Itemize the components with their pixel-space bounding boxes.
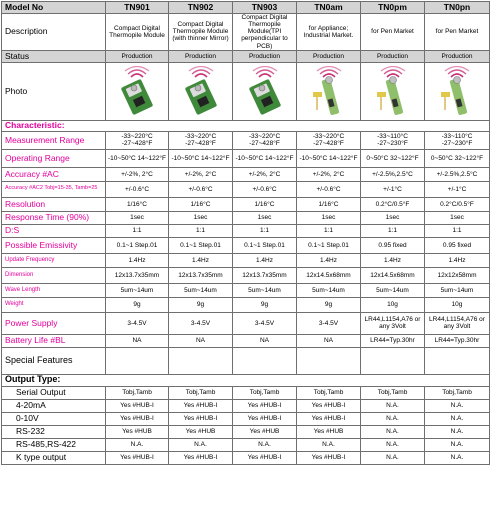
row-resolution [2,197,490,211]
value-cell: 3-4.5V [169,312,233,334]
row-ds [2,224,490,237]
row-update-freq [2,253,490,267]
value-cell: for Pen Market [425,14,490,51]
value-cell: 1:1 [106,224,169,237]
value-cell: N.A. [361,399,425,412]
value-cell: 1:1 [233,224,297,237]
value-cell: 5um~14um [361,283,425,297]
value-cell: Tobj,Tamb [169,386,233,399]
row-battery-life [2,334,490,347]
value-cell: Yes #HUB-I [297,399,361,412]
row-label: Resolution [2,197,106,211]
row-label: Update Frequency [2,253,106,267]
value-cell: N.A. [425,425,490,438]
value-cell: 1/16°C [297,197,361,211]
value-cell: 0.1~1 Step.01 [106,237,169,253]
value-cell: Yes #HUB-I [233,412,297,425]
spec-table-body [2,2,490,465]
empty-cell [233,347,297,374]
value-cell: 9g [106,297,169,312]
value-cell: +/-2%, 2°C [233,167,297,181]
value-cell: Production [169,50,233,62]
value-cell: 12x13.7x35mm [106,267,169,283]
value-cell: 12x14.5x68mm [361,267,425,283]
value-cell: -33~220°C -27~428°F [233,131,297,149]
value-cell: N.A. [425,399,490,412]
value-cell: Yes #HUB-I [169,412,233,425]
value-cell: 1:1 [361,224,425,237]
value-cell: 0.2°C/0.5°F [425,197,490,211]
value-cell: Yes #HUB [233,425,297,438]
value-cell: LR44=Typ.30hr [361,334,425,347]
value-cell: LR44,L1154,A76 or any 3Volt [425,312,490,334]
row-accuracy-ac [2,167,490,181]
value-cell: Production [106,50,169,62]
pen-sensor-image [299,66,359,116]
value-cell: LR44=Typ.30hr [425,334,490,347]
value-cell: Compact Digital Thermopile Module(TPI perpendicular to PCB) [233,14,297,51]
value-cell: 1.4Hz [361,253,425,267]
row-rs485 [2,438,490,451]
value-cell: -33~220°C -27~428°F [106,131,169,149]
value-cell: N.A. [361,412,425,425]
empty-cell [169,347,233,374]
value-cell: 5um~14um [106,283,169,297]
value-cell: Yes #HUB-I [233,399,297,412]
value-cell: N.A. [233,438,297,451]
empty-cell [297,347,361,374]
value-cell: NA [106,334,169,347]
empty-cell [106,347,169,374]
row-description [2,14,490,51]
value-cell: 12x13.7x35mm [233,267,297,283]
value-cell: 1:1 [425,224,490,237]
row-label: Dimension [2,267,106,283]
spec-table [1,1,490,465]
row-emissivity [2,237,490,253]
value-cell: +/-0.6°C [169,181,233,197]
value-cell: 9g [297,297,361,312]
value-cell: Yes #HUB-I [169,451,233,464]
value-cell: 0.1~1 Step.01 [169,237,233,253]
value-cell: 1sec [106,211,169,224]
row-label: Status [2,50,106,62]
value-cell: 12x12x58mm [425,267,490,283]
value-cell: 12x13.7x35mm [169,267,233,283]
row-wave-length [2,283,490,297]
value-cell: +/-2.5%,2.5°C [361,167,425,181]
value-cell: +/-0.6°C [233,181,297,197]
value-cell: Compact Digital Thermopile Module (with thinner Mirror) [169,14,233,51]
empty-cell [361,347,425,374]
row-special-features [2,347,490,374]
value-cell: 9g [169,297,233,312]
value-cell: 5um~14um [425,283,490,297]
value-cell: N.A. [361,451,425,464]
value-cell: 10g [425,297,490,312]
value-cell: 0.1~1 Step.01 [297,237,361,253]
row-label: K type output [2,451,106,464]
value-cell: N.A. [425,412,490,425]
row-label: Accuracy #AC2 Tobj=15-35, Tamb=25 [2,181,106,197]
pen-sensor-image [427,66,487,116]
value-cell: Tobj,Tamb [361,386,425,399]
value-cell: Tobj,Tamb [297,386,361,399]
row-output-type [2,374,490,386]
model-header: TN902 [169,2,233,14]
row-label: D:S [2,224,106,237]
photo-cell [425,62,490,120]
row-ktype [2,451,490,464]
value-cell: for Pen Market [361,14,425,51]
value-cell: -10~50°C 14~122°F [106,149,169,167]
value-cell: Yes #HUB [106,425,169,438]
value-cell: 1.4Hz [106,253,169,267]
row-label: Battery Life #BL [2,334,106,347]
row-label: Operating Range [2,149,106,167]
value-cell: 0.1~1 Step.01 [233,237,297,253]
value-cell: +/-1°C [361,181,425,197]
value-cell: 5um~14um [297,283,361,297]
row-label: Accuracy #AC [2,167,106,181]
value-cell: +/-1°C [425,181,490,197]
value-cell: Yes #HUB-I [169,399,233,412]
value-cell: Production [297,50,361,62]
row-label: Weight [2,297,106,312]
value-cell: 1sec [169,211,233,224]
value-cell: N.A. [361,425,425,438]
value-cell: Yes #HUB-I [297,412,361,425]
model-header: TN903 [233,2,297,14]
value-cell: N.A. [425,438,490,451]
value-cell: Yes #HUB-I [106,412,169,425]
row-label: Photo [2,62,106,120]
value-cell: LR44,L1154,A76 or any 3Volt [361,312,425,334]
value-cell: 12x14.5x68mm [297,267,361,283]
row-serial-output [2,386,490,399]
row-label: Possible Emissivity [2,237,106,253]
value-cell: 1sec [361,211,425,224]
value-cell: Yes #HUB [169,425,233,438]
value-cell: +/-0.6°C [106,181,169,197]
value-cell: N.A. [106,438,169,451]
photo-cell [169,62,233,120]
value-cell: -10~50°C 14~122°F [169,149,233,167]
value-cell: 1:1 [297,224,361,237]
value-cell: -33~220°C -27~428°F [297,131,361,149]
model-header: TN0am [297,2,361,14]
row-label: 4-20mA [2,399,106,412]
value-cell: Yes #HUB-I [297,451,361,464]
row-label: RS-485,RS-422 [2,438,106,451]
sensor-module-image [107,66,167,116]
row-ma-420 [2,399,490,412]
value-cell: N.A. [169,438,233,451]
value-cell: -33~110°C -27~230°F [425,131,490,149]
row-label: Serial Output [2,386,106,399]
photo-cell [233,62,297,120]
row-label: Measurement Range [2,131,106,149]
value-cell: +/-2.5%,2.5°C [425,167,490,181]
value-cell: -10~50°C 14~122°F [233,149,297,167]
row-weight [2,297,490,312]
value-cell: 0~50°C 32~122°F [361,149,425,167]
value-cell: 1.4Hz [297,253,361,267]
value-cell: Yes #HUB [297,425,361,438]
model-no-label: Model No [2,2,106,14]
row-label: Description [2,14,106,51]
value-cell: 1sec [297,211,361,224]
row-label: 0-10V [2,412,106,425]
value-cell: Yes #HUB-I [233,451,297,464]
value-cell: -33~220°C -27~428°F [169,131,233,149]
value-cell: +/-2%, 2°C [297,167,361,181]
value-cell: 1sec [425,211,490,224]
row-power-supply [2,312,490,334]
photo-cell [361,62,425,120]
value-cell: Tobj,Tamb [425,386,490,399]
value-cell: NA [169,334,233,347]
value-cell: 3-4.5V [297,312,361,334]
value-cell: 5um~14um [169,283,233,297]
row-measurement-range [2,131,490,149]
value-cell: +/-2%, 2°C [106,167,169,181]
row-status [2,50,490,62]
value-cell: 0.95 fixed [425,237,490,253]
value-cell: N.A. [361,438,425,451]
value-cell: 0.95 fixed [361,237,425,253]
row-photo [2,62,490,120]
sensor-module-image [235,66,295,116]
value-cell: 1.4Hz [425,253,490,267]
row-characteristic [2,120,490,131]
model-header: TN0pm [361,2,425,14]
value-cell: N.A. [297,438,361,451]
value-cell: 3-4.5V [106,312,169,334]
value-cell: NA [297,334,361,347]
row-label: Characteristic: [2,120,490,131]
model-header: TN0pn [425,2,490,14]
row-accuracy-ac2 [2,181,490,197]
row-v-010 [2,412,490,425]
pen-sensor-image [363,66,423,116]
row-rs232 [2,425,490,438]
value-cell: 0~50°C 32~122°F [425,149,490,167]
value-cell: 1sec [233,211,297,224]
value-cell: 1.4Hz [169,253,233,267]
value-cell: for Appliance; Industrial Market. [297,14,361,51]
value-cell: 1.4Hz [233,253,297,267]
value-cell: Compact Digital Thermopile Module [106,14,169,51]
value-cell: N.A. [425,451,490,464]
value-cell: 1:1 [169,224,233,237]
row-label: Wave Length [2,283,106,297]
value-cell: Tobj,Tamb [106,386,169,399]
value-cell: Tobj,Tamb [233,386,297,399]
value-cell: 5um~14um [233,283,297,297]
value-cell: NA [233,334,297,347]
empty-cell [425,347,490,374]
value-cell: Yes #HUB-I [106,399,169,412]
row-hdr [2,2,490,14]
value-cell: 0.2°C/0.5°F [361,197,425,211]
value-cell: 3-4.5V [233,312,297,334]
value-cell: 1/16°C [169,197,233,211]
photo-cell [106,62,169,120]
value-cell: Production [425,50,490,62]
value-cell: +/-0.6°C [297,181,361,197]
value-cell: Production [233,50,297,62]
value-cell: -33~110°C -27~230°F [361,131,425,149]
model-header: TN901 [106,2,169,14]
value-cell: Yes #HUB-I [106,451,169,464]
row-operating-range [2,149,490,167]
value-cell: Production [361,50,425,62]
sensor-module-image [171,66,231,116]
value-cell: -10~50°C 14~122°F [297,149,361,167]
row-label: Special Features [2,347,106,374]
row-response-time [2,211,490,224]
photo-cell [297,62,361,120]
row-label: Response Time (90%) [2,211,106,224]
row-dimension [2,267,490,283]
value-cell: 10g [361,297,425,312]
value-cell: 1/16°C [233,197,297,211]
value-cell: 9g [233,297,297,312]
row-label: Output Type: [2,374,490,386]
value-cell: +/-2%, 2°C [169,167,233,181]
row-label: RS-232 [2,425,106,438]
value-cell: 1/16°C [106,197,169,211]
row-label: Power Supply [2,312,106,334]
